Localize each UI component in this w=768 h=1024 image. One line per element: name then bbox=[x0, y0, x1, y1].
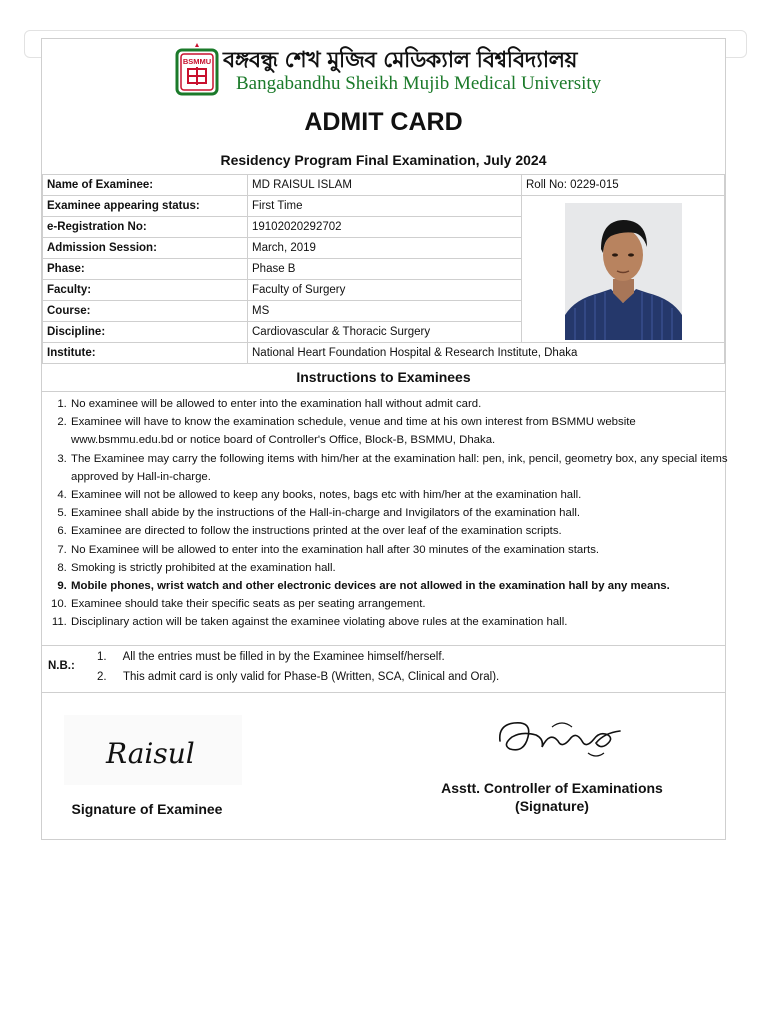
name-label: Name of Examinee: bbox=[43, 175, 248, 196]
list-item: 4. Examinee will not be allowed to keep any books, notes, bags etc with him/her at the examination hall. bbox=[70, 486, 735, 504]
university-logo-icon bbox=[175, 42, 219, 96]
page-title: ADMIT CARD bbox=[304, 108, 463, 136]
nb-section bbox=[42, 645, 725, 693]
controller-title: Asstt. Controller of Examinations bbox=[441, 780, 663, 796]
instructions-list bbox=[50, 391, 735, 632]
university-name-bangla: বঙ্গবন্ধু শেখ মুজিব মেডিক্যাল বিশ্ববিদ্যালয় bbox=[223, 48, 577, 73]
session-label: Admission Session: bbox=[43, 238, 248, 259]
list-item: 11. Disciplinary action will be taken against the examinee violating above rules at the examination hall. bbox=[70, 613, 735, 631]
controller-signature-image bbox=[492, 713, 627, 763]
table-row bbox=[43, 343, 725, 364]
ereg-label: e-Registration No: bbox=[43, 217, 248, 238]
name-value: MD RAISUL ISLAM bbox=[248, 175, 522, 196]
phase-label: Phase: bbox=[43, 259, 248, 280]
phase-value: Phase B bbox=[248, 259, 522, 280]
roll-number: Roll No: 0229-015 bbox=[522, 175, 725, 196]
list-item: 5. Examinee shall abide by the instructions of the Hall-in-charge and Invigilators of the examination hall. bbox=[70, 504, 735, 522]
list-item: 8. Smoking is strictly prohibited at the examination hall. bbox=[70, 559, 735, 577]
list-item: 3. The Examinee may carry the following items with him/her at the examination hall: pen, ink, pencil, geometry box, any special items approved by Hall-in-charge. bbox=[70, 450, 735, 486]
nb-label: N.B.: bbox=[48, 660, 75, 672]
examinee-signature-label: Signature of Examinee bbox=[71, 801, 223, 817]
university-name-english: Bangabandhu Sheikh Mujib Medical University bbox=[236, 73, 602, 94]
course-value: MS bbox=[248, 301, 522, 322]
list-item: 2. Examinee will have to know the examination schedule, venue and time at his own interest from BSMMU website www.bsmmu.edu.bd or notice board of Controller's Office, Block-B, BSMMU, Dhaka. bbox=[70, 413, 735, 449]
list-item: 9. Mobile phones, wrist watch and other electronic devices are not allowed in the examination hall by any means. bbox=[70, 577, 735, 595]
logo-text: BSMMU bbox=[182, 57, 212, 66]
table-row bbox=[43, 196, 725, 217]
exam-title: Residency Program Final Examination, July 2024 bbox=[220, 152, 547, 168]
list-item: 1. No examinee will be allowed to enter into the examination hall without admit card. bbox=[70, 395, 735, 413]
university-header bbox=[42, 39, 725, 103]
instructions-title: Instructions to Examinees bbox=[42, 363, 725, 392]
course-label: Course: bbox=[43, 301, 248, 322]
admit-card bbox=[41, 38, 726, 840]
nb-item-text: All the entries must be filled in by the Examinee himself/herself. bbox=[122, 651, 445, 663]
nb-item-text: This admit card is only valid for Phase-B (Written, SCA, Clinical and Oral). bbox=[123, 671, 500, 683]
institute-value: National Heart Foundation Hospital & Research Institute, Dhaka bbox=[248, 343, 725, 364]
controller-signature-note: (Signature) bbox=[515, 798, 589, 814]
nb-item bbox=[97, 651, 445, 663]
session-value: March, 2019 bbox=[248, 238, 522, 259]
nb-item bbox=[97, 671, 499, 683]
examinee-photo bbox=[565, 203, 682, 340]
photo-cell bbox=[522, 196, 725, 343]
discipline-value: Cardiovascular & Thoracic Surgery bbox=[248, 322, 522, 343]
list-item: 6. Examinee are directed to follow the instructions printed at the over leaf of the examination scripts. bbox=[70, 522, 735, 540]
list-item: 10. Examinee should take their specific seats as per seating arrangement. bbox=[70, 595, 735, 613]
institute-label: Institute: bbox=[43, 343, 248, 364]
examinee-signature-image bbox=[64, 715, 242, 785]
nb-item-number: 2. bbox=[97, 671, 107, 683]
list-item: 7. No Examinee will be allowed to enter into the examination hall after 30 minutes of the examination starts. bbox=[70, 541, 735, 559]
table-row bbox=[43, 175, 725, 196]
examinee-signature-text: Raisul bbox=[106, 737, 195, 770]
discipline-label: Discipline: bbox=[43, 322, 248, 343]
status-label: Examinee appearing status: bbox=[43, 196, 248, 217]
faculty-value: Faculty of Surgery bbox=[248, 280, 522, 301]
nb-item-number: 1. bbox=[97, 651, 107, 663]
status-value: First Time bbox=[248, 196, 522, 217]
ereg-value: 19102020292702 bbox=[248, 217, 522, 238]
examinee-info-table bbox=[42, 174, 725, 364]
controller-signature-label bbox=[422, 779, 682, 815]
faculty-label: Faculty: bbox=[43, 280, 248, 301]
